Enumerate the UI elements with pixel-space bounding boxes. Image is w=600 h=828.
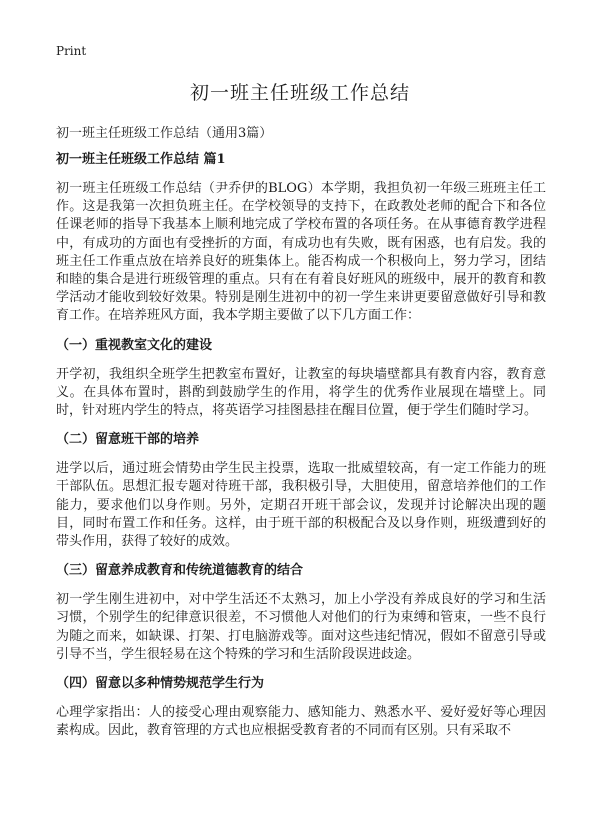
sub-heading-class-cadres: （二）留意班干部的培养	[56, 432, 200, 448]
sub-heading-behavior-norms: （四）留意以多种情势规范学生行为	[56, 676, 265, 692]
paragraph-behavior-norms: 心理学家指出：人的接受心理由观察能力、感知能力、熟悉水平、爱好爱好等心理因素构成。因此，教育管理的方式也应根据受教育者的不同而有区别。只有采取不	[56, 705, 546, 739]
sub-heading-habit-education: （三）留意养成教育和传统道德教育的结合	[56, 563, 304, 579]
paragraph-classroom-culture: 开学初，我组织全班学生把教室布置好，让教室的每块墙壁都具有教育内容，教育意义。在具体布置时，斟酌到鼓励学生的作用，将学生的优秀作业展现在墙壁上。同时，针对班内学生的特点，将英语学习挂图悬挂在醒目位置，便于学生们随时学习。	[56, 366, 546, 419]
sub-heading-classroom-culture: （一）重视教室文化的建设	[56, 337, 213, 353]
print-link[interactable]: Print	[56, 44, 87, 58]
paragraph-habit-education: 初一学生刚生进初中，对中学生活还不太熟习，加上小学没有养成良好的学习和生活习惯，个别学生的纪律意识很差，不习惯他人对他们的行为束缚和管束，一些不良行为随之而来，如缺课、打架、打电脑游戏等。面对这些违纪情况，假如不留意引导或引导不当，学生很轻易在这个特殊的学习和生活阶段误进歧途。	[56, 592, 546, 662]
document-subtitle: 初一班主任班级工作总结（通用3篇）	[56, 126, 273, 141]
document-title: 初一班主任班级工作总结	[189, 82, 410, 104]
document-body	[56, 150, 546, 750]
section-heading: 初一班主任班级工作总结 篇1	[56, 152, 226, 167]
intro-paragraph: 初一班主任班级工作总结（尹乔伊的BLOG）本学期，我担负初一年级三班班主任工作。这是我第一次担负班主任。在学校领导的支持下，在政教处老师的配合下和各位任课老师的指导下我基本上顺利地完成了学校布置的各项任务。在从事德育教学进程中，有成功的方面也有受挫折的方面，有成功也有失败，既有困惑，也有启发。我的班主任工作重点放在培养良好的班集体上。能否构成一个积极向上，努力学习，团结和睦的集合是进行班级管理的重点。只有在有着良好班风的班级中，展开的教育和教学活动才能收到较好效果。特别是刚生进初中的初一学生来讲更要留意做好引导和教育工作。在培养班风方面，我本学期主要做了以下几方面工作：	[56, 181, 546, 324]
paragraph-class-cadres: 进学以后，通过班会情势由学生民主投票，选取一批威望较高，有一定工作能力的班干部队伍。思想汇报专题对待班干部，我积极引导，大胆使用，留意培养他们的工作能力，要求他们以身作则。另外，定期召开班干部会议，发现并讨论解决出现的题目，同时布置工作和任务。这样，由于班干部的积极配合及以身作则，班级遭到好的带头作用，获得了较好的成效。	[56, 461, 546, 550]
